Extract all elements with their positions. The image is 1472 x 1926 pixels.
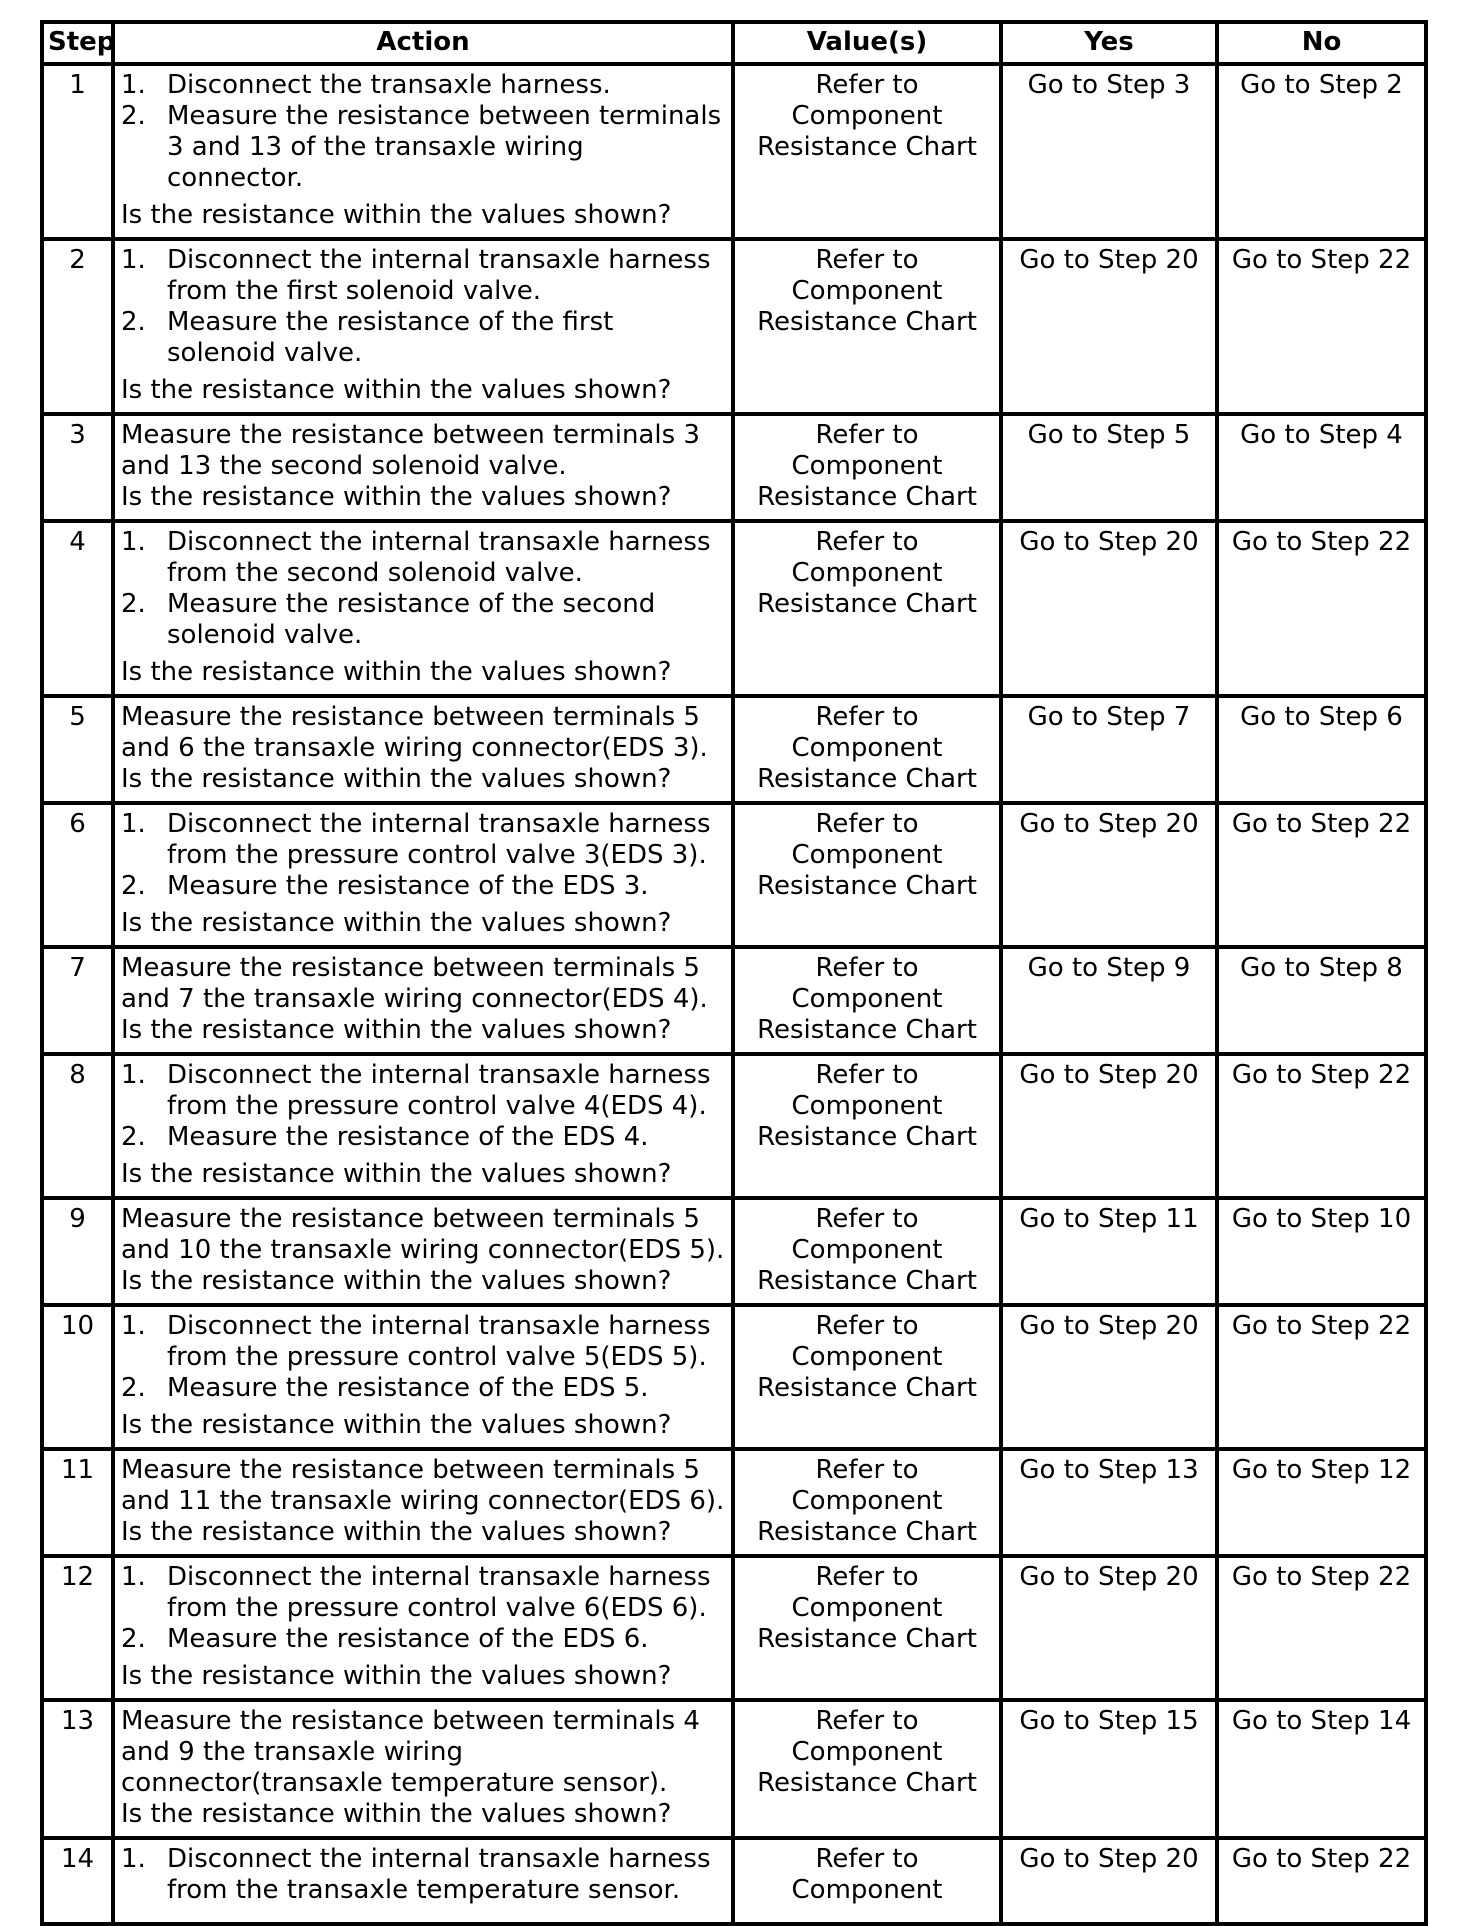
table-row: [42, 1198, 1426, 1305]
item-number: 1.: [121, 1060, 146, 1090]
step-number: 10: [42, 1305, 113, 1449]
header-row: [42, 22, 1426, 64]
value-cell: Refer to Component Resistance Chart: [733, 64, 1001, 239]
table-row: [42, 803, 1426, 947]
item-text: Disconnect the internal transaxle harness from the pressure control valve 4(EDS 4).: [167, 1060, 711, 1121]
action-question: Is the resistance within the values shown?: [121, 1661, 672, 1691]
table-row: [42, 1449, 1426, 1556]
yes-cell: Go to Step 3: [1001, 64, 1217, 239]
action-step-item: [121, 1562, 725, 1624]
yes-cell: Go to Step 20: [1001, 1305, 1217, 1449]
action-question: Is the resistance within the values shown?: [121, 1410, 672, 1440]
item-text: Measure the resistance of the EDS 4.: [167, 1122, 649, 1152]
action-cell: [113, 947, 733, 1054]
no-cell: Go to Step 2: [1217, 64, 1426, 239]
step-number: 13: [42, 1700, 113, 1838]
yes-cell: Go to Step 20: [1001, 239, 1217, 414]
item-number: 2.: [121, 589, 146, 619]
header-step: Step: [42, 22, 113, 64]
action-cell: [113, 1305, 733, 1449]
action-question: Is the resistance within the values shown?: [121, 657, 672, 687]
table-row: [42, 1838, 1426, 1924]
action-step-item: [121, 307, 725, 369]
yes-cell: Go to Step 20: [1001, 803, 1217, 947]
table-row: [42, 947, 1426, 1054]
item-text: Disconnect the transaxle harness.: [167, 70, 611, 100]
action-step-item: [121, 527, 725, 589]
yes-cell: Go to Step 20: [1001, 521, 1217, 696]
yes-cell: Go to Step 7: [1001, 696, 1217, 803]
action-cell: [113, 1700, 733, 1838]
item-text: Disconnect the internal transaxle harness from the second solenoid valve.: [167, 527, 711, 588]
yes-cell: Go to Step 13: [1001, 1449, 1217, 1556]
table-row: [42, 239, 1426, 414]
table-row: [42, 1700, 1426, 1838]
action-cell: [113, 1054, 733, 1198]
step-number: 7: [42, 947, 113, 1054]
item-number: 2.: [121, 101, 146, 131]
item-number: 2.: [121, 1373, 146, 1403]
action-step-item: [121, 70, 725, 101]
table-row: [42, 521, 1426, 696]
item-number: 1.: [121, 1311, 146, 1341]
item-text: Measure the resistance of the second solenoid valve.: [167, 589, 656, 650]
value-cell: Refer to Component Resistance Chart: [733, 1198, 1001, 1305]
no-cell: Go to Step 22: [1217, 1305, 1426, 1449]
action-step-item: [121, 1311, 725, 1373]
no-cell: Go to Step 22: [1217, 1054, 1426, 1198]
yes-cell: Go to Step 9: [1001, 947, 1217, 1054]
no-cell: Go to Step 14: [1217, 1700, 1426, 1838]
action-cell: [113, 414, 733, 521]
step-number: 9: [42, 1198, 113, 1305]
no-cell: Go to Step 10: [1217, 1198, 1426, 1305]
step-number: 5: [42, 696, 113, 803]
yes-cell: Go to Step 15: [1001, 1700, 1217, 1838]
item-number: 2.: [121, 1122, 146, 1152]
action-step-item: [121, 1122, 725, 1153]
action-cell: [113, 239, 733, 414]
no-cell: Go to Step 6: [1217, 696, 1426, 803]
yes-cell: Go to Step 11: [1001, 1198, 1217, 1305]
action-step-item: [121, 1373, 725, 1404]
action-step-item: [121, 589, 725, 651]
header-yes: Yes: [1001, 22, 1217, 64]
action-cell: [113, 1198, 733, 1305]
header-no: No: [1217, 22, 1426, 64]
item-text: Disconnect the internal transaxle harness from the transaxle temperature sensor.: [167, 1844, 711, 1905]
action-question: Is the resistance within the values shown?: [121, 1159, 672, 1189]
action-cell: [113, 64, 733, 239]
action-question: Is the resistance within the values shown?: [121, 482, 672, 512]
action-cell: [113, 803, 733, 947]
value-cell: Refer to Component Resistance Chart: [733, 239, 1001, 414]
item-number: 1.: [121, 809, 146, 839]
item-number: 2.: [121, 871, 146, 901]
step-number: 11: [42, 1449, 113, 1556]
item-text: Measure the resistance of the EDS 3.: [167, 871, 649, 901]
item-text: Disconnect the internal transaxle harness from the pressure control valve 5(EDS 5).: [167, 1311, 711, 1372]
table-row: [42, 1305, 1426, 1449]
table-row: [42, 414, 1426, 521]
no-cell: Go to Step 22: [1217, 1838, 1426, 1924]
no-cell: Go to Step 8: [1217, 947, 1426, 1054]
no-cell: Go to Step 22: [1217, 1556, 1426, 1700]
step-number: 8: [42, 1054, 113, 1198]
yes-cell: Go to Step 5: [1001, 414, 1217, 521]
action-cell: [113, 1556, 733, 1700]
item-number: 1.: [121, 527, 146, 557]
no-cell: Go to Step 12: [1217, 1449, 1426, 1556]
action-question: Is the resistance within the values shown?: [121, 375, 672, 405]
action-cell: [113, 521, 733, 696]
step-number: 6: [42, 803, 113, 947]
value-cell: Refer to Component Resistance Chart: [733, 1054, 1001, 1198]
value-cell: Refer to Component: [733, 1838, 1001, 1924]
value-cell: Refer to Component Resistance Chart: [733, 1700, 1001, 1838]
yes-cell: Go to Step 20: [1001, 1556, 1217, 1700]
action-cell: [113, 1449, 733, 1556]
value-cell: Refer to Component Resistance Chart: [733, 1305, 1001, 1449]
action-step-item: [121, 809, 725, 871]
step-number: 14: [42, 1838, 113, 1924]
step-number: 1: [42, 64, 113, 239]
action-question: Is the resistance within the values shown?: [121, 764, 672, 794]
item-text: Measure the resistance of the first solenoid valve.: [167, 307, 614, 368]
item-text: Measure the resistance between terminals 3 and 13 of the transaxle wiring connector.: [167, 101, 722, 193]
item-text: Measure the resistance of the EDS 5.: [167, 1373, 649, 1403]
item-text: Disconnect the internal transaxle harness from the pressure control valve 6(EDS 6).: [167, 1562, 711, 1623]
action-text: Measure the resistance between terminals 5 and 7 the transaxle wiring connector(EDS 4).: [121, 953, 708, 1014]
action-cell: [113, 1838, 733, 1924]
action-text: Measure the resistance between terminals 5 and 11 the transaxle wiring connector(EDS 6).: [121, 1455, 725, 1516]
item-number: 1.: [121, 70, 146, 100]
item-number: 2.: [121, 1624, 146, 1654]
action-question: Is the resistance within the values shown?: [121, 1517, 672, 1547]
action-step-item: [121, 871, 725, 902]
no-cell: Go to Step 4: [1217, 414, 1426, 521]
value-cell: Refer to Component Resistance Chart: [733, 947, 1001, 1054]
table-row: [42, 1556, 1426, 1700]
diagnostic-table: [40, 20, 1428, 1926]
item-text: Disconnect the internal transaxle harness from the first solenoid valve.: [167, 245, 711, 306]
value-cell: Refer to Component Resistance Chart: [733, 1556, 1001, 1700]
value-cell: Refer to Component Resistance Chart: [733, 1449, 1001, 1556]
step-number: 3: [42, 414, 113, 521]
item-number: 2.: [121, 307, 146, 337]
step-number: 12: [42, 1556, 113, 1700]
item-number: 1.: [121, 1562, 146, 1592]
no-cell: Go to Step 22: [1217, 239, 1426, 414]
step-number: 2: [42, 239, 113, 414]
action-text: Measure the resistance between terminals 3 and 13 the second solenoid valve.: [121, 420, 700, 481]
action-step-item: [121, 245, 725, 307]
action-text: Measure the resistance between terminals 5 and 6 the transaxle wiring connector(EDS 3).: [121, 702, 708, 763]
action-step-item: [121, 1624, 725, 1655]
action-question: Is the resistance within the values shown?: [121, 200, 672, 230]
step-number: 4: [42, 521, 113, 696]
table-row: [42, 696, 1426, 803]
action-step-item: [121, 1844, 725, 1906]
header-values: Value(s): [733, 22, 1001, 64]
item-number: 1.: [121, 245, 146, 275]
action-cell: [113, 696, 733, 803]
item-number: 1.: [121, 1844, 146, 1874]
item-text: Measure the resistance of the EDS 6.: [167, 1624, 649, 1654]
action-text: Measure the resistance between terminals 4 and 9 the transaxle wiring connector(transaxle temperature sensor).: [121, 1706, 700, 1798]
yes-cell: Go to Step 20: [1001, 1838, 1217, 1924]
value-cell: Refer to Component Resistance Chart: [733, 521, 1001, 696]
value-cell: Refer to Component Resistance Chart: [733, 696, 1001, 803]
item-text: Disconnect the internal transaxle harness from the pressure control valve 3(EDS 3).: [167, 809, 711, 870]
header-action: Action: [113, 22, 733, 64]
no-cell: Go to Step 22: [1217, 521, 1426, 696]
action-text: Measure the resistance between terminals 5 and 10 the transaxle wiring connector(EDS 5).: [121, 1204, 725, 1265]
value-cell: Refer to Component Resistance Chart: [733, 414, 1001, 521]
value-cell: Refer to Component Resistance Chart: [733, 803, 1001, 947]
table-row: [42, 1054, 1426, 1198]
action-question: Is the resistance within the values shown?: [121, 908, 672, 938]
table-row: [42, 64, 1426, 239]
action-question: Is the resistance within the values shown?: [121, 1266, 672, 1296]
action-step-item: [121, 101, 725, 194]
action-question: Is the resistance within the values shown?: [121, 1799, 672, 1829]
yes-cell: Go to Step 20: [1001, 1054, 1217, 1198]
action-step-item: [121, 1060, 725, 1122]
action-question: Is the resistance within the values shown?: [121, 1015, 672, 1045]
no-cell: Go to Step 22: [1217, 803, 1426, 947]
